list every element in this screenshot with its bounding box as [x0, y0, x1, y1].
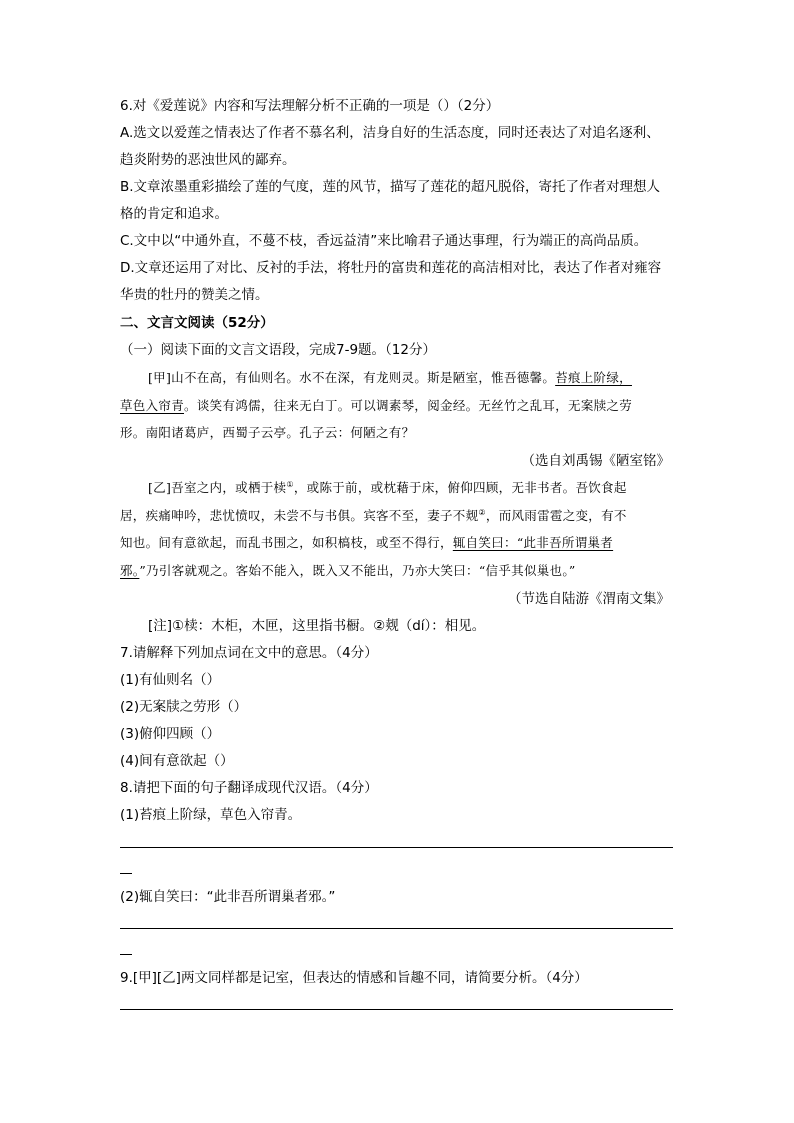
- section-heading: 二、文言文阅读（52分）: [120, 315, 274, 331]
- q6-option-b-line2: 格的肯定和追求。: [120, 206, 228, 222]
- footnote: [注]①椟：木柜，木匣，这里指书橱。②觌（dí）：相见。: [148, 618, 486, 634]
- answer-line: [120, 928, 673, 929]
- section-subheading: （一）阅读下面的文言文语段，完成7-9题。（12分）: [120, 342, 436, 358]
- passage-jia-line2: 草色入帘青。谈笑有鸿儒，往来无白丁。可以调素琴，阅金经。无丝竹之乱耳，无案牍之劳: [120, 398, 633, 413]
- passage-yi-line4: 邪。”乃引客就观之。客始不能入，既入又不能出，乃亦大笑曰：“信乎其似巢也。”: [120, 563, 576, 578]
- answer-line-stub: [120, 873, 132, 874]
- footnote-marker: ②: [478, 507, 486, 517]
- underlined-phrase: 草色入帘青: [120, 398, 185, 413]
- underlined-phrase: 邪。: [120, 563, 140, 578]
- q6-option-a-line1: A.选文以爱莲之情表达了作者不慕名利，洁身自好的生活态度，同时还表达了对追名逐利、: [120, 125, 660, 141]
- q6-option-a-line2: 趋炎附势的恶浊世风的鄙弃。: [120, 152, 296, 168]
- passage-jia-line1: [甲]山不在高，有仙则名。水不在深，有龙则灵。斯是陋室，惟吾德馨。苔痕上阶绿，: [148, 370, 632, 385]
- passage-yi-line3: 知也。间有意欲起，而乱书围之，如积槁枝，或至不得行，辄自笑曰：“此非吾所谓巢者: [120, 535, 614, 550]
- q9-stem: 9.[甲][乙]两文同样都是记室，但表达的情感和旨趣不同，请简要分析。（4分）: [120, 970, 588, 986]
- passage-yi-line1: [乙]吾室之内，或栖于椟①，或陈于前，或枕藉于床，俯仰四顾，无非书者。吾饮食起: [148, 479, 627, 495]
- answer-line: [120, 1009, 673, 1010]
- q6-option-b-line1: B.文章浓墨重彩描绘了莲的气度，莲的风节，描写了莲花的超凡脱俗，寄托了作者对理想人: [120, 179, 661, 195]
- q8-stem: 8.请把下面的句子翻译成现代汉语。（4分）: [120, 780, 378, 796]
- passage-jia-line3: 形。南阳诸葛庐，西蜀子云亭。孔子云：何陋之有？: [120, 425, 415, 440]
- underlined-phrase: 辄自笑曰：“此非吾所谓巢者: [452, 535, 614, 550]
- answer-line-stub: [120, 954, 132, 955]
- q6-option-c: C.文中以“中通外直，不蔓不枝，香远益清”来比喻君子通达事理，行为端正的高尚品质。: [120, 233, 648, 249]
- q6-option-d-line1: D.文章还运用了对比、反衬的手法，将牡丹的富贵和莲花的高洁相对比，表达了作者对雍容: [120, 260, 662, 276]
- passage-yi-source: （节选自陆游《渭南文集》: [508, 591, 670, 607]
- passage-yi-line2: 居，疾痛呻吟，悲忧愤叹，未尝不与书俱。宾客不至，妻子不觌②，而风雨雷雹之变，有不: [120, 507, 627, 523]
- q6-stem: 6.对《爱莲说》内容和写法理解分析不正确的一项是（）（2分）: [120, 98, 500, 114]
- q8-item-1: (1)苔痕上阶绿，草色入帘青。: [120, 807, 302, 823]
- q7-stem: 7.请解释下列加点词在文中的意思。（4分）: [120, 645, 378, 661]
- footnote-marker: ①: [286, 479, 294, 489]
- passage-jia-source: （选自刘禹锡《陋室铭》: [521, 453, 670, 469]
- q8-item-2: (2)辄自笑曰：“此非吾所谓巢者邪。”: [120, 889, 336, 905]
- q6-option-d-line2: 华贵的牡丹的赞美之情。: [120, 287, 269, 303]
- underlined-phrase: 苔痕上阶绿，: [555, 370, 632, 385]
- answer-line: [120, 847, 673, 848]
- q7-item-1: (1)有仙则名（）: [120, 672, 221, 688]
- q7-item-4: (4)间有意欲起（）: [120, 753, 234, 769]
- q7-item-2: (2)无案牍之劳形（）: [120, 699, 248, 715]
- q7-item-3: (3)俯仰四顾（）: [120, 726, 221, 742]
